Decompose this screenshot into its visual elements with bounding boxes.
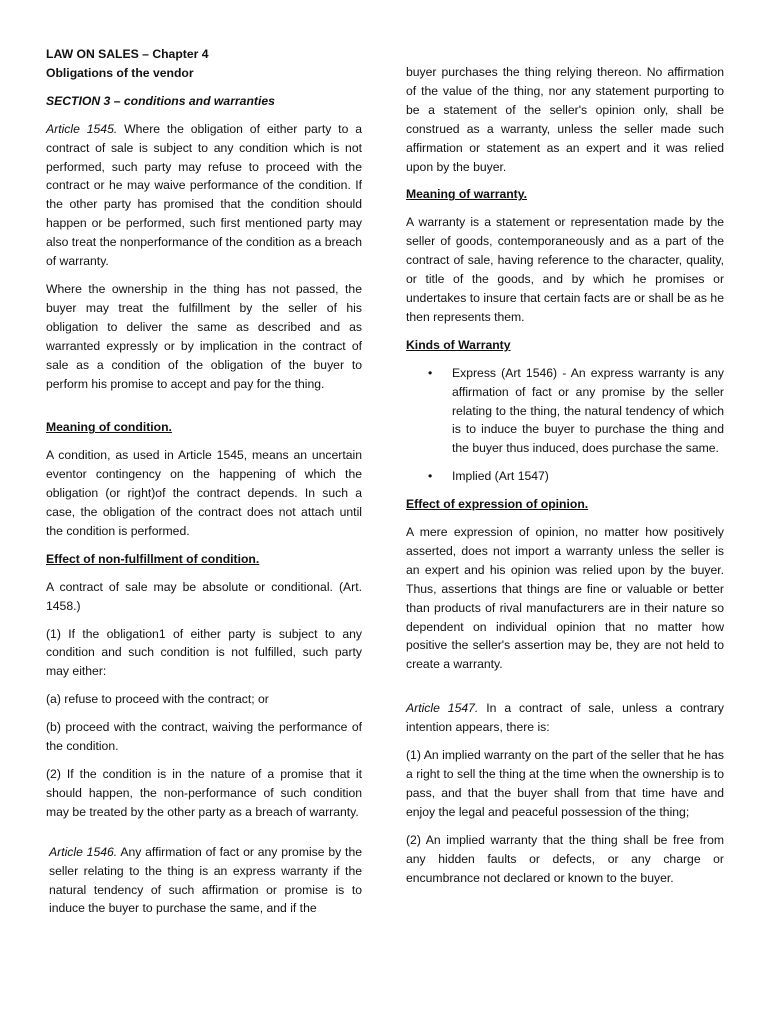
list-item	[428, 364, 724, 459]
article-1547-text: In a contract of sale, unless a contrary intention appears, there is:	[406, 701, 724, 735]
article-1546-continuation: buyer purchases the thing relying thereon. No affirmation of the value of the thing, nor any statement purporting to be a statement of the seller's opinion only, shall be construed as a warranty, unless the seller made such affirmation or statement as an expert and it was relied upon by the buyer.	[406, 65, 724, 174]
right-column	[406, 63, 724, 896]
bullet-icon: •	[428, 365, 433, 380]
contract-absolute-text: A contract of sale may be absolute or conditional. (Art. 1458.)	[46, 579, 362, 613]
effect-of-opinion-text: A mere expression of opinion, no matter how positively asserted, does not import a warranty unless the seller is an expert and his opinion was relied upon by the buyer. Thus, assertions that things are fine or valuable or better than products of rival manufacturers are in their nature so dependent on individual opinion that no matter how positive the seller's assertion may be, they are not held to create a warranty.	[406, 525, 724, 672]
article-1545-text: Where the obligation of either party to a contract of sale is subject to any condition which is not performed, such party may refuse to proceed with the contract or he may waive performance of the condition. If the other party has promised that the condition should happen or be performed, such first mentioned party may also treat the nonperformance of the condition as a breach of warranty.	[46, 121, 363, 269]
spacer	[46, 402, 362, 418]
kinds-of-warranty-heading: Kinds of Warranty	[406, 337, 511, 352]
ownership-paragraph: Where the ownership in the thing has not passed, the buyer may treat the fulfillment by the seller of his obligation to deliver the same as described and as warranted expressly or by implication in the contract of sale as a condition of the obligation of the buyer to perform his promise to accept and pay for the thing.	[46, 281, 362, 391]
condition-item-a: (a) refuse to proceed with the contract; or	[46, 692, 269, 707]
article-1545-label: Article 1545.	[46, 121, 118, 136]
left-column	[46, 45, 362, 927]
effect-non-fulfillment-heading: Effect of non-fulfillment of condition.	[46, 551, 260, 566]
meaning-of-warranty-heading: Meaning of warranty.	[406, 187, 527, 202]
document-title: LAW ON SALES – Chapter 4	[46, 47, 209, 61]
meaning-of-condition-heading: Meaning of condition.	[46, 420, 172, 435]
article-1546-paragraph	[46, 843, 362, 919]
spacer	[46, 831, 362, 843]
implied-warranty-1: (1) An implied warranty on the part of the seller that he has a right to sell the thing at the time when the ownership is to pass, and that the buyer shall from that time have and enjoy the legal and peaceful possession of the thing;	[406, 748, 724, 819]
condition-item-2: (2) If the condition is in the nature of a promise that it should happen, the non-performance of such condition may be treated by the other party as a breach of warranty.	[46, 767, 362, 819]
meaning-of-warranty-text: A warranty is a statement or representation made by the seller of goods, contemporaneously and as a part of the contract of sale, having reference to the character, quality, or title of the goods, and by which he promises or undertakes to insure that certain facts are or shall be as he then represents them.	[406, 215, 724, 324]
list-item	[428, 467, 724, 486]
article-1546-text: Any affirmation of fact or any promise by the seller relating to the thing is an express warranty if the natural tendency of such affirmation or promise is to induce the buyer to purchase the same, and if the	[49, 844, 363, 916]
article-1547-paragraph	[406, 699, 724, 737]
article-1545-paragraph	[46, 120, 362, 271]
list-item-text: Implied (Art 1547)	[452, 469, 549, 484]
spacer	[406, 683, 724, 699]
article-1546-label: Article 1546.	[49, 844, 118, 859]
article-1547-label: Article 1547.	[406, 701, 479, 716]
implied-warranty-2: (2) An implied warranty that the thing shall be free from any hidden faults or defects, or any charge or encumbrance not declared or known to the buyer.	[406, 832, 724, 885]
bullet-icon: •	[428, 469, 433, 484]
meaning-of-condition-text: A condition, as used in Article 1545, means an uncertain eventor contingency on the happening of which the obligation (or right)of the contract depends. In such a case, the obligation of the contract does not attach until the condition is performed.	[46, 448, 362, 538]
condition-item-b: (b) proceed with the contract, waiving the performance of the condition.	[46, 720, 362, 754]
kinds-of-warranty-list	[406, 364, 724, 486]
condition-item-1: (1) If the obligation1 of either party is subject to any condition and such condition is not fulfilled, such party may either:	[46, 626, 362, 679]
effect-of-opinion-heading: Effect of expression of opinion.	[406, 497, 589, 512]
chapter-subtitle: Obligations of the vendor	[46, 65, 194, 80]
list-item-text: Express (Art 1546) - An express warranty is any affirmation of fact or any promise by the seller relating to the thing, the natural tendency of which is to induce the buyer to purchase the thing and the buyer thus induced, does purchase the same.	[452, 365, 724, 456]
section-heading: SECTION 3 – conditions and warranties	[46, 93, 275, 108]
